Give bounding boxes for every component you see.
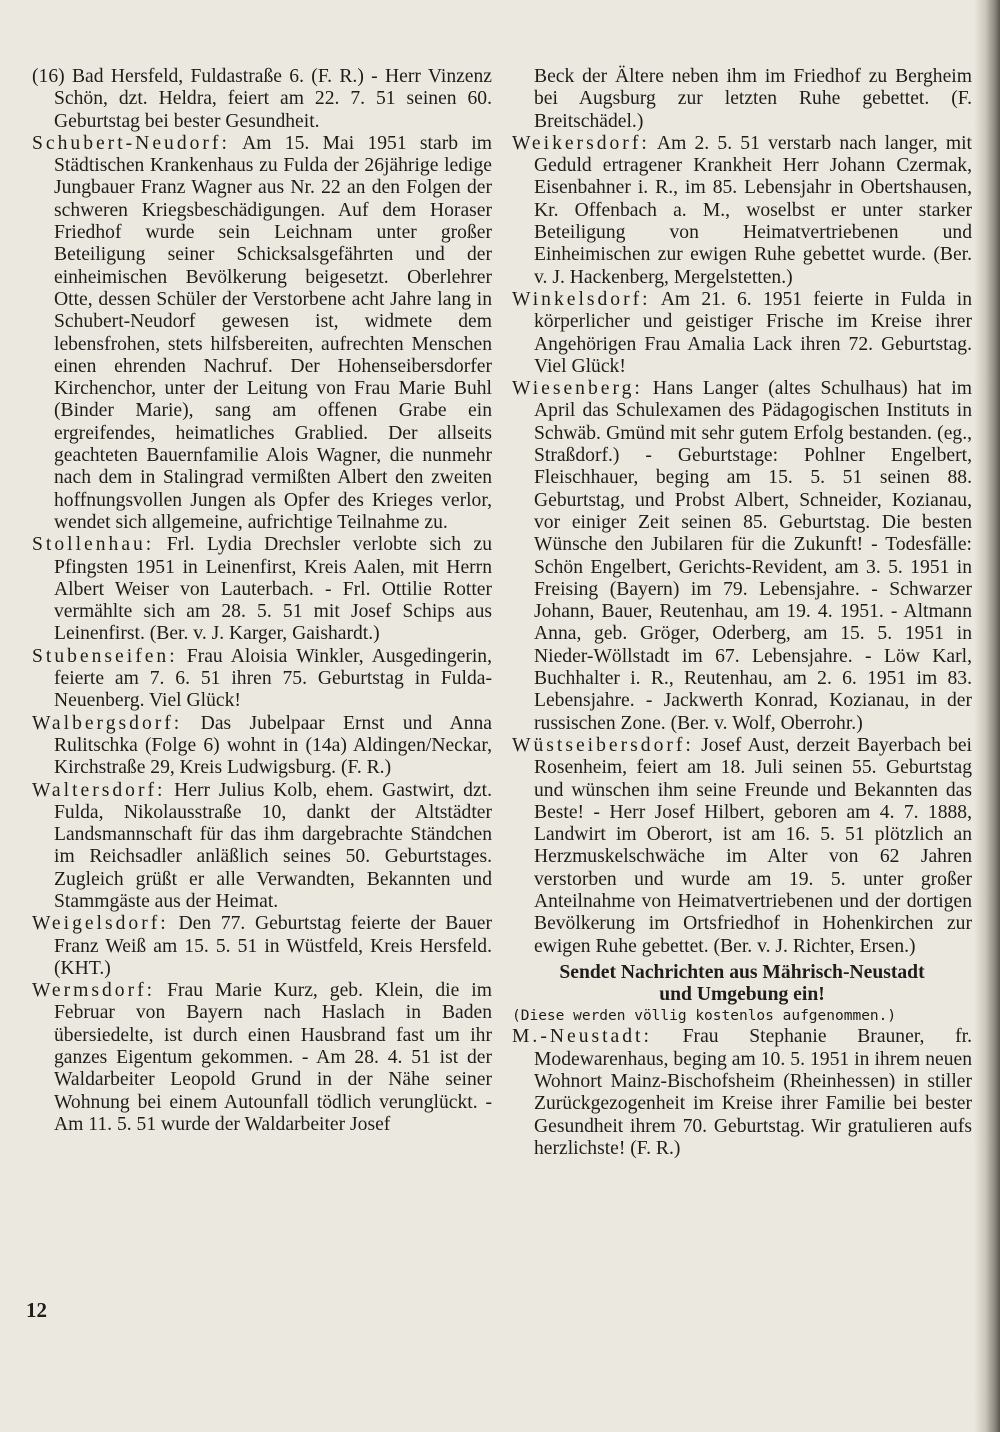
left-column bbox=[32, 66, 492, 1136]
entry-text: Das Jubelpaar Ernst und Anna Rulitschka (Folge 6) wohnt in (14a) Aldingen/Neckar, Kirchstraße 29, Kreis Ludwigsburg. (F. R.) bbox=[54, 712, 492, 779]
place-name: Winkelsdorf: bbox=[512, 288, 651, 310]
place-name: Wiesenberg: bbox=[512, 378, 643, 400]
entry-text: Frau Aloisia Winkler, Ausgedingerin, feierte am 7. 6. 51 ihren 75. Geburtstag in Fulda-Neuenberg. Viel Glück! bbox=[54, 645, 492, 712]
place-name: Schubert-Neudorf: bbox=[32, 132, 230, 154]
news-entry bbox=[32, 133, 492, 534]
entry-text: (16) Bad Hersfeld, Fuldastraße 6. (F. R.) - Herr Vinzenz Schön, dzt. Heldra, feiert am 22. 7. 51 seinen 60. Geburtstag bei bester Gesundheit. bbox=[32, 66, 492, 132]
appeal-heading bbox=[512, 962, 972, 1007]
entry-text: Hans Langer (altes Schulhaus) hat im April das Schulexamen des Pädagogischen Instituts in Schwäb. Gmünd mit sehr gutem Erfolg bestanden. (eg., Straßdorf.) - Geburtstage: Pohlner Engelbert, Fleischhauer, beging am 15. 5. 51 seinen 88. Geburtstag, und Probst Albert, Schneider, Kozianau, vor einiger Zeit seinen 85. Geburtstag. Die besten Wünsche den Jubilaren für die Zukunft! - Todesfälle: Schön Engelbert, Gerichts-Revident, am 3. 5. 1951 in Freising (Bayern) im 79. Lebensjahre. - Schwarzer Johann, Bauer, Reutenhau, am 19. 4. 1951. - Altmann Anna, geb. Gröger, Oderberg, am 15. 5. 1951 in Nieder-Wöllstadt im 67. Lebensjahre. - Löw Karl, Buchhalter i. R., Reutenhau, am 2. 6. 1951 im 83. Lebensjahre. - Jackwerth Konrad, Kozianau, in der russischen Zone. (Ber. v. Wolf, Oberrohr.) bbox=[534, 378, 972, 734]
news-entry bbox=[512, 735, 972, 958]
entry-text: Frl. Lydia Drechsler verlobte sich zu Pfingsten 1951 in Leinenfirst, Kreis Aalen, mit Herrn Albert Weiser von Lauterbach. - Frl. Ottilie Rotter vermählte sich am 28. 5. 51 mit Josef Schips aus Leinenfirst. (Ber. v. J. Karger, Gaishardt.) bbox=[54, 534, 492, 645]
place-name: Weigelsdorf: bbox=[32, 913, 169, 935]
entry-text: Den 77. Geburtstag feierte der Bauer Franz Weiß am 15. 5. 51 in Wüstfeld, Kreis Hersfeld. (KHT.) bbox=[54, 913, 492, 979]
entry-text: Josef Aust, derzeit Bayerbach bei Rosenheim, feiert am 18. Juli seinen 55. Geburtstag und wünschen ihm seine Freunde und Bekannten das Beste! - Herr Josef Hilbert, geboren am 4. 7. 1888, Landwirt im Oberort, ist am 16. 5. 51 plötzlich an Herzmuskelschwäche im Alter von 62 Jahren verstorben und wurde am 19. 5. unter großer Anteilnahme von Heimatvertriebenen und der dortigen Bevölkerung im Ortsfriedhof in Hohenkirchen zur ewigen Ruhe gebettet. (Ber. v. J. Richter, Ersen.) bbox=[534, 734, 973, 957]
place-name: Walbergsdorf: bbox=[32, 712, 183, 734]
news-entry bbox=[32, 713, 492, 780]
news-entry bbox=[32, 780, 492, 914]
entry-text: Herr Julius Kolb, ehem. Gastwirt, dzt. Fulda, Nikolausstraße 10, dankt der Altstädter Landsmannschaft für das ihm dargebrachte Ständchen im Reichsadler anläßlich seines 50. Geburtstages. Zugleich grüßt er alle Verwandten, Bekannten und Stammgäste aus der Heimat. bbox=[54, 779, 492, 912]
appeal-note: (Diese werden völlig kostenlos aufgenommen.) bbox=[512, 1008, 897, 1025]
right-column bbox=[512, 66, 972, 1160]
place-name: Stubenseifen: bbox=[32, 645, 178, 667]
entry-text: Am 2. 5. 51 verstarb nach langer, mit Geduld ertragener Krankheit Herr Johann Czermak, Eisenbahner i. R., im 85. Lebensjahr in Obertshausen, Kr. Offenbach a. M., woselbst er unter starker Beteiligung von Heimatvertriebenen und Einheimischen zur ewigen Ruhe gebettet wurde. (Ber. v. J. Hackenberg, Mergelstetten.) bbox=[534, 132, 972, 288]
binding-shadow bbox=[974, 0, 1000, 1432]
page-number: 12 bbox=[26, 1298, 47, 1322]
news-entry-continuation bbox=[512, 66, 972, 133]
news-entry bbox=[512, 289, 972, 378]
entry-text: Am 21. 6. 1951 feierte in Fulda in körperlicher und geistiger Frische im Kreise ihrer Angehörigen Frau Amalia Lack ihren 72. Geburtstag. Viel Glück! bbox=[534, 288, 972, 377]
place-name: Weikersdorf: bbox=[512, 132, 650, 154]
place-name: Waltersdorf: bbox=[32, 779, 166, 801]
news-entry bbox=[32, 534, 492, 645]
appeal-heading-line2: und Umgebung ein! bbox=[659, 984, 825, 1006]
entry-text: Beck der Ältere neben ihm im Friedhof zu Bergheim bei Augsburg zur letzten Ruhe gebettet. (F. Breitschädel.) bbox=[534, 66, 972, 132]
place-name: Wermsdorf: bbox=[32, 980, 156, 1002]
entry-text: Frau Stephanie Brauner, fr. Modewarenhaus, beging am 10. 5. 1951 in ihrem neuen Wohnort Mainz-Bischofsheim (Rheinhessen) in stiller Zurückgezogenheit im Kreise ihrer Familie bei bester Gesundheit ihrem 70. Geburtstag. Wir gratulieren aufs herzlichste! (F. R.) bbox=[534, 1026, 972, 1159]
news-entry bbox=[32, 66, 492, 133]
news-entry bbox=[32, 913, 492, 980]
news-entry bbox=[512, 133, 972, 289]
place-name: M.-Neustadt: bbox=[512, 1026, 652, 1048]
news-entry bbox=[512, 378, 972, 735]
place-name: Wüstseibersdorf: bbox=[512, 734, 694, 756]
place-name: Stollenhau: bbox=[32, 534, 155, 556]
news-entry bbox=[512, 1026, 972, 1160]
entry-text: Frau Marie Kurz, geb. Klein, die im Februar von Bayern nach Haslach in Baden übersiedelte, ist durch einen Hausbrand fast um ihr ganzes Eigentum gekommen. - Am 28. 4. 51 ist der Waldarbeiter Leopold Grund in der Nähe seiner Wohnung bei einem Autounfall tödlich verunglückt. - Am 11. 5. 51 wurde der Waldarbeiter Josef bbox=[54, 980, 492, 1135]
entry-text: Am 15. Mai 1951 starb im Städtischen Krankenhaus zu Fulda der 26jährige ledige Jungbauer Franz Wagner aus Nr. 22 an den Folgen der schweren Kriegsbeschädigungen. Auf dem Horaser Friedhof wurde sein Leichnam unter großer Beteiligung seiner Schicksalsgefährten und der einheimischen Bevölkerung beigesetzt. Oberlehrer Otte, dessen Schüler der Verstorbene acht Jahre lang in Schubert-Neudorf gewesen ist, widmete dem lebensfrohen, stets hilfsbereiten, aufrechten Menschen einen ehrenden Nachruf. Der Hohenseibersdorfer Kirchenchor, unter der Leitung von Frau Marie Buhl (Binder Marie), sang am offenen Grabe ein ergreifendes, heimatliches Grablied. Der allseits geachteten Bauernfamilie Alois Wagner, die nunmehr nach dem in Stalingrad vermißten Albert den zweiten hoffnungsvollen Jungen als Opfer des Krieges verlor, wendet sich allgemeine, aufrichtige Teilnahme zu. bbox=[54, 132, 492, 533]
news-entry bbox=[32, 646, 492, 713]
appeal-heading-line1: Sendet Nachrichten aus Mährisch-Neustadt bbox=[559, 961, 925, 983]
news-entry bbox=[32, 980, 492, 1136]
